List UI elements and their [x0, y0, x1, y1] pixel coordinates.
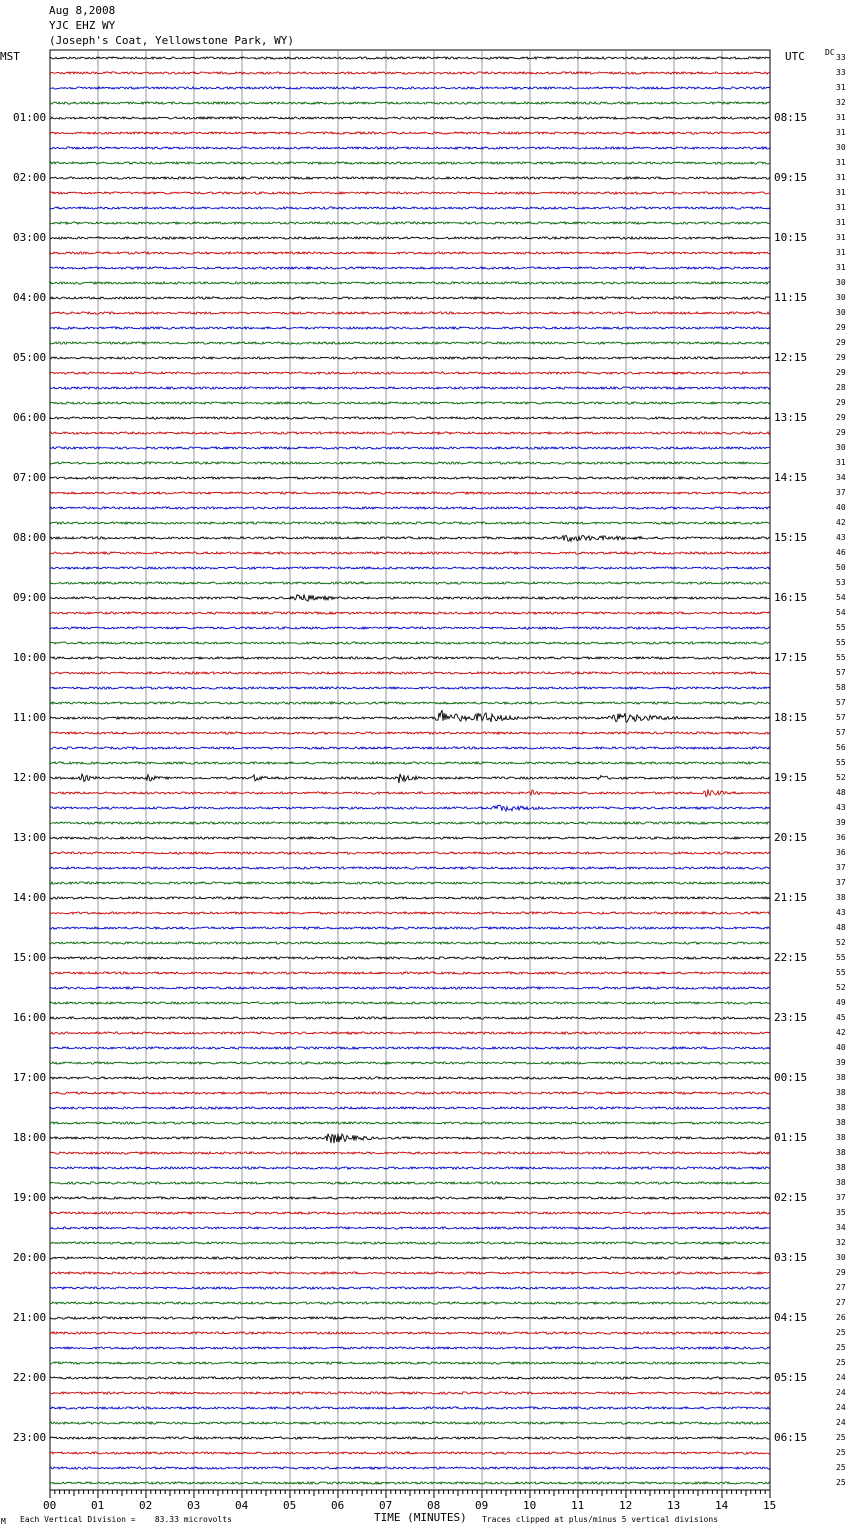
trace-row-42	[50, 687, 770, 689]
left-hour-label: 22:00	[13, 1371, 47, 1384]
trace-row-95	[50, 1482, 770, 1484]
dc-value: 29	[836, 413, 846, 422]
dc-value: 43	[836, 803, 846, 812]
left-hour-label: 04:00	[13, 291, 47, 304]
trace-row-10	[50, 207, 770, 209]
dc-value: 48	[836, 788, 846, 797]
x-tick-label: 00	[43, 1499, 57, 1512]
dc-value: 24	[836, 1388, 846, 1397]
trace-row-64	[50, 1017, 770, 1019]
trace-row-31	[50, 522, 770, 524]
dc-value: 30	[836, 293, 846, 302]
trace-row-21	[50, 372, 770, 374]
trace-row-60	[50, 957, 770, 959]
dc-value: 40	[836, 1043, 846, 1052]
right-hour-label: 22:15	[774, 951, 808, 964]
dc-value: 40	[836, 503, 846, 512]
left-hour-label: 21:00	[13, 1311, 47, 1324]
trace-row-33	[50, 552, 770, 554]
dc-label: DC	[825, 48, 835, 57]
trace-row-16	[50, 297, 770, 299]
time-axis	[50, 1490, 770, 1498]
trace-row-1	[50, 72, 770, 74]
trace-row-26	[50, 447, 770, 449]
dc-value: 31	[836, 173, 846, 182]
right-hour-label: 04:15	[774, 1311, 808, 1324]
right-hour-label: 12:15	[774, 351, 808, 364]
trace-row-34	[50, 567, 770, 569]
trace-row-43	[50, 702, 770, 704]
dc-value: 38	[836, 1148, 846, 1157]
dc-value: 52	[836, 773, 846, 782]
trace-row-72	[50, 1134, 770, 1144]
trace-row-75	[50, 1182, 770, 1184]
dc-value: 24	[836, 1403, 846, 1412]
dc-value: 38	[836, 1103, 846, 1112]
trace-row-18	[50, 327, 770, 329]
x-tick-label: 15	[763, 1499, 777, 1512]
dc-value: 36	[836, 833, 846, 842]
helicorder-date: Aug 8,2008	[49, 4, 116, 17]
left-hour-label: 07:00	[13, 471, 47, 484]
x-tick-label: 01	[91, 1499, 105, 1512]
left-hour-label: 03:00	[13, 231, 47, 244]
trace-row-69	[50, 1092, 770, 1094]
dc-value: 25	[836, 1433, 846, 1442]
trace-row-46	[50, 747, 770, 749]
trace-row-55	[50, 882, 770, 884]
dc-value: 33	[836, 53, 846, 62]
x-tick-label: 09	[475, 1499, 489, 1512]
dc-value: 58	[836, 683, 846, 692]
dc-value: 30	[836, 143, 846, 152]
trace-row-82	[50, 1287, 770, 1289]
left-hour-label: 19:00	[13, 1191, 47, 1204]
right-hour-label: 02:15	[774, 1191, 808, 1204]
dc-value: 50	[836, 563, 846, 572]
right-hour-label: 11:15	[774, 291, 808, 304]
seismic-traces	[50, 57, 770, 1484]
dc-value: 34	[836, 473, 846, 482]
dc-value: 57	[836, 728, 846, 737]
trace-row-38	[50, 627, 770, 629]
dc-value: 38	[836, 1178, 846, 1187]
trace-row-30	[50, 507, 770, 509]
trace-row-92	[50, 1437, 770, 1439]
trace-row-15	[50, 282, 770, 284]
trace-row-47	[50, 762, 770, 764]
dc-value: 49	[836, 998, 846, 1007]
trace-row-85	[50, 1332, 770, 1334]
x-tick-label: 13	[667, 1499, 681, 1512]
trace-row-29	[50, 492, 770, 494]
dc-value: 42	[836, 1028, 846, 1037]
trace-row-73	[50, 1152, 770, 1154]
trace-row-74	[50, 1167, 770, 1169]
trace-row-61	[50, 972, 770, 974]
trace-row-52	[50, 837, 770, 839]
trace-row-13	[50, 252, 770, 254]
x-tick-label: 04	[235, 1499, 249, 1512]
dc-value: 38	[836, 1133, 846, 1142]
trace-row-63	[50, 1002, 770, 1004]
dc-value: 38	[836, 1088, 846, 1097]
dc-value: 55	[836, 758, 846, 767]
left-hour-label: 17:00	[13, 1071, 47, 1084]
dc-value: 26	[836, 1313, 846, 1322]
left-hour-label: 01:00	[13, 111, 47, 124]
left-hour-label: 10:00	[13, 651, 47, 664]
dc-value: 29	[836, 338, 846, 347]
trace-row-76	[50, 1197, 770, 1199]
dc-value: 31	[836, 128, 846, 137]
vertical-division-note: Each Vertical Division = 83.33 microvolts	[20, 1515, 232, 1524]
right-hour-label: 20:15	[774, 831, 808, 844]
trace-row-17	[50, 312, 770, 314]
trace-row-65	[50, 1032, 770, 1034]
dc-value: 24	[836, 1418, 846, 1427]
trace-row-78	[50, 1227, 770, 1229]
dc-value: 54	[836, 608, 846, 617]
trace-row-53	[50, 852, 770, 854]
trace-row-83	[50, 1302, 770, 1304]
left-hour-label: 18:00	[13, 1131, 47, 1144]
dc-value: 55	[836, 638, 846, 647]
trace-row-86	[50, 1347, 770, 1349]
dc-value: 33	[836, 68, 846, 77]
dc-value: 38	[836, 1118, 846, 1127]
trace-row-12	[50, 237, 770, 239]
x-tick-label: 07	[379, 1499, 393, 1512]
dc-value: 55	[836, 653, 846, 662]
trace-row-27	[50, 462, 770, 464]
dc-value: 52	[836, 983, 846, 992]
x-tick-label: 12	[619, 1499, 633, 1512]
dc-value: 42	[836, 518, 846, 527]
dc-value: 25	[836, 1328, 846, 1337]
left-hour-label: 14:00	[13, 891, 47, 904]
right-hour-label: 01:15	[774, 1131, 808, 1144]
trace-row-59	[50, 942, 770, 944]
dc-value: 29	[836, 323, 846, 332]
dc-value: 43	[836, 533, 846, 542]
right-hour-label: 00:15	[774, 1071, 808, 1084]
trace-row-28	[50, 477, 770, 479]
left-hour-label: 23:00	[13, 1431, 47, 1444]
right-hour-label: 14:15	[774, 471, 808, 484]
dc-value: 31	[836, 248, 846, 257]
trace-row-35	[50, 582, 770, 584]
dc-value: 31	[836, 218, 846, 227]
trace-row-51	[50, 822, 770, 824]
left-hour-label: 09:00	[13, 591, 47, 604]
trace-row-5	[50, 132, 770, 134]
dc-value: 39	[836, 1058, 846, 1067]
dc-value: 34	[836, 1223, 846, 1232]
trace-row-66	[50, 1047, 770, 1049]
trace-row-77	[50, 1212, 770, 1214]
dc-value: 54	[836, 593, 846, 602]
left-hour-label: 05:00	[13, 351, 47, 364]
dc-value: 27	[836, 1298, 846, 1307]
trace-row-23	[50, 402, 770, 404]
x-tick-label: 02	[139, 1499, 153, 1512]
dc-value: 37	[836, 863, 846, 872]
trace-row-49	[50, 789, 770, 796]
dc-value: 31	[836, 158, 846, 167]
trace-row-84	[50, 1317, 770, 1319]
trace-row-8	[50, 177, 770, 179]
trace-row-11	[50, 222, 770, 224]
trace-row-39	[50, 642, 770, 644]
right-hour-label: 18:15	[774, 711, 808, 724]
dc-value: 29	[836, 368, 846, 377]
dc-value: 52	[836, 938, 846, 947]
trace-row-71	[50, 1122, 770, 1124]
trace-row-3	[50, 102, 770, 104]
dc-value: 55	[836, 953, 846, 962]
dc-value: 30	[836, 278, 846, 287]
right-hour-label: 05:15	[774, 1371, 808, 1384]
trace-row-62	[50, 987, 770, 989]
x-tick-label: 08	[427, 1499, 441, 1512]
dc-value: 29	[836, 353, 846, 362]
dc-value: 32	[836, 98, 846, 107]
left-hour-label: 13:00	[13, 831, 47, 844]
dc-value: 38	[836, 1073, 846, 1082]
dc-value: 30	[836, 308, 846, 317]
trace-row-48	[50, 774, 770, 783]
dc-value: 29	[836, 428, 846, 437]
trace-row-14	[50, 267, 770, 269]
trace-row-4	[50, 117, 770, 119]
trace-row-6	[50, 147, 770, 149]
dc-value: 31	[836, 233, 846, 242]
dc-value: 55	[836, 623, 846, 632]
left-timezone-label: MST	[0, 50, 20, 63]
trace-row-67	[50, 1062, 770, 1064]
dc-value: 27	[836, 1283, 846, 1292]
trace-row-41	[50, 672, 770, 674]
trace-row-79	[50, 1242, 770, 1244]
trace-row-36	[50, 594, 770, 601]
dc-value: 46	[836, 548, 846, 557]
right-timezone-label: UTC	[785, 50, 805, 63]
trace-row-91	[50, 1422, 770, 1424]
left-hour-label: 16:00	[13, 1011, 47, 1024]
right-hour-label: 19:15	[774, 771, 808, 784]
dc-value: 56	[836, 743, 846, 752]
dc-value: 29	[836, 398, 846, 407]
dc-value: 35	[836, 1208, 846, 1217]
dc-value: 25	[836, 1478, 846, 1487]
x-tick-label: 14	[715, 1499, 729, 1512]
trace-row-0	[50, 57, 770, 59]
dc-value: 55	[836, 968, 846, 977]
trace-row-25	[50, 432, 770, 434]
trace-row-81	[50, 1272, 770, 1274]
trace-row-50	[50, 805, 770, 811]
dc-value: 37	[836, 1193, 846, 1202]
dc-value: 36	[836, 848, 846, 857]
trace-row-40	[50, 657, 770, 659]
dc-value: 31	[836, 203, 846, 212]
dc-value: 31	[836, 188, 846, 197]
trace-row-32	[50, 535, 770, 541]
station-code: YJC EHZ WY	[49, 19, 116, 32]
dc-value: 25	[836, 1463, 846, 1472]
trace-row-22	[50, 387, 770, 389]
right-hour-label: 06:15	[774, 1431, 808, 1444]
right-hour-label: 16:15	[774, 591, 808, 604]
x-tick-label: 10	[523, 1499, 537, 1512]
right-hour-label: 17:15	[774, 651, 808, 664]
left-hour-label: 15:00	[13, 951, 47, 964]
clipping-note: Traces clipped at plus/minus 5 vertical divisions	[482, 1515, 719, 1524]
trace-row-54	[50, 867, 770, 869]
dc-value: 57	[836, 698, 846, 707]
trace-row-88	[50, 1377, 770, 1379]
dc-value: 37	[836, 488, 846, 497]
dc-value: 37	[836, 878, 846, 887]
dc-value: 30	[836, 1253, 846, 1262]
dc-value: 31	[836, 458, 846, 467]
dc-value: 24	[836, 1373, 846, 1382]
x-tick-label: 05	[283, 1499, 297, 1512]
right-hour-label: 03:15	[774, 1251, 808, 1264]
x-axis-label: TIME (MINUTES)	[374, 1511, 467, 1524]
dc-value: 29	[836, 1268, 846, 1277]
trace-row-19	[50, 342, 770, 344]
trace-row-89	[50, 1392, 770, 1394]
x-tick-label: 11	[571, 1499, 585, 1512]
trace-row-44	[50, 710, 770, 722]
right-hour-label: 10:15	[774, 231, 808, 244]
dc-value: 31	[836, 263, 846, 272]
dc-value: 38	[836, 893, 846, 902]
dc-value: 31	[836, 113, 846, 122]
dc-value: 30	[836, 443, 846, 452]
right-hour-label: 09:15	[774, 171, 808, 184]
trace-row-87	[50, 1362, 770, 1364]
left-hour-label: 08:00	[13, 531, 47, 544]
trace-row-37	[50, 612, 770, 614]
trace-row-93	[50, 1452, 770, 1454]
trace-row-2	[50, 87, 770, 89]
dc-value: 48	[836, 923, 846, 932]
dc-value: 25	[836, 1358, 846, 1367]
dc-value: 39	[836, 818, 846, 827]
left-hour-label: 11:00	[13, 711, 47, 724]
trace-row-24	[50, 417, 770, 419]
trace-row-20	[50, 357, 770, 359]
dc-value: 43	[836, 908, 846, 917]
dc-value: 53	[836, 578, 846, 587]
trace-row-57	[50, 912, 770, 914]
right-hour-label: 23:15	[774, 1011, 808, 1024]
dc-value: 45	[836, 1013, 846, 1022]
dc-value: 28	[836, 383, 846, 392]
dc-value: 32	[836, 1238, 846, 1247]
right-hour-label: 08:15	[774, 111, 808, 124]
dc-value: 57	[836, 668, 846, 677]
trace-row-68	[50, 1077, 770, 1079]
right-hour-label: 15:15	[774, 531, 808, 544]
trace-row-90	[50, 1407, 770, 1409]
x-tick-label: 06	[331, 1499, 345, 1512]
trace-row-9	[50, 192, 770, 194]
dc-value: 57	[836, 713, 846, 722]
station-location: (Joseph's Coat, Yellowstone Park, WY)	[49, 34, 295, 47]
trace-row-45	[50, 732, 770, 734]
right-hour-label: 21:15	[774, 891, 808, 904]
dc-value: 38	[836, 1163, 846, 1172]
trace-row-94	[50, 1467, 770, 1469]
left-hour-label: 12:00	[13, 771, 47, 784]
footer-mark: M	[1, 1517, 6, 1526]
x-tick-label: 03	[187, 1499, 201, 1512]
dc-value: 31	[836, 83, 846, 92]
dc-value: 25	[836, 1343, 846, 1352]
left-hour-label: 02:00	[13, 171, 47, 184]
left-hour-label: 06:00	[13, 411, 47, 424]
trace-row-56	[50, 897, 770, 899]
trace-row-7	[50, 162, 770, 164]
left-hour-label: 20:00	[13, 1251, 47, 1264]
dc-value: 25	[836, 1448, 846, 1457]
trace-row-70	[50, 1107, 770, 1109]
trace-row-58	[50, 927, 770, 929]
trace-row-80	[50, 1257, 770, 1259]
right-hour-label: 13:15	[774, 411, 808, 424]
